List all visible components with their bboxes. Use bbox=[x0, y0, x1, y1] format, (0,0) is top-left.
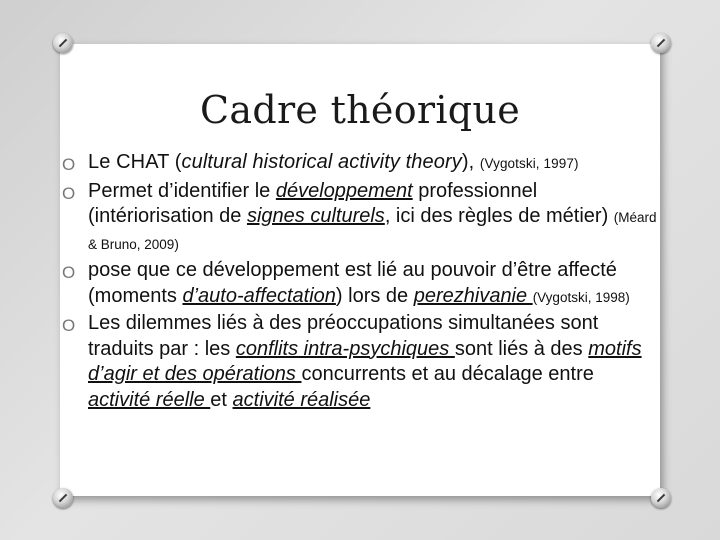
bullet-item bbox=[62, 311, 660, 413]
pushpin-icon bbox=[651, 488, 671, 508]
emphasis: activité réelle bbox=[88, 388, 211, 411]
emphasis: perezhivanie bbox=[413, 284, 533, 307]
bullet-item bbox=[62, 258, 660, 310]
emphasis: activité réalisée bbox=[232, 388, 371, 411]
emphasis: cultural historical activity theory bbox=[181, 151, 462, 173]
emphasis: développement bbox=[275, 179, 413, 202]
citation: (Vygotski, 1998) bbox=[532, 289, 630, 305]
bullet-marker: O bbox=[62, 183, 76, 203]
bullet-marker: O bbox=[62, 263, 76, 282]
bullet-item bbox=[62, 179, 660, 258]
emphasis: conflits intra-psychiques bbox=[235, 337, 455, 360]
bullet-marker: O bbox=[62, 316, 76, 335]
bullet-text: Permet d’identifier le développement professionnel (intériorisation de signes culturels, ici des règles de métier) (Méard & Bruno, 2009) bbox=[88, 179, 657, 252]
slide-title: Cadre théorique bbox=[199, 88, 520, 132]
emphasis: signes culturels bbox=[246, 205, 385, 227]
bullet-text: Les dilemmes liés à des préoccupations simultanées sont traduits par : les conflits intra-psychiques sont liés à des motifs d’agir et des opérations concurrents et au décalage entre activité réelle et activité réalisée bbox=[88, 312, 642, 411]
pushpin-icon bbox=[651, 33, 671, 53]
bullet-item bbox=[62, 150, 660, 178]
pushpin-icon bbox=[53, 33, 73, 53]
citation: (Méard & Bruno, 2009) bbox=[88, 210, 657, 252]
bullet-text: Le CHAT (cultural historical activity theory), (Vygotski, 1997) bbox=[88, 151, 579, 173]
citation: (Vygotski, 1997) bbox=[479, 156, 579, 171]
bullet-text: pose que ce développement est lié au pouvoir d’être affecté (moments d’auto-affectation) lors de perezhivanie (Vygotski, 1998) bbox=[88, 259, 630, 307]
bullet-list bbox=[62, 150, 660, 414]
bullet-marker: O bbox=[62, 155, 76, 174]
pushpin-icon bbox=[53, 488, 73, 508]
emphasis: d’auto-affectation bbox=[182, 284, 336, 307]
emphasis: motifs d’agir et des opérations bbox=[88, 337, 642, 385]
